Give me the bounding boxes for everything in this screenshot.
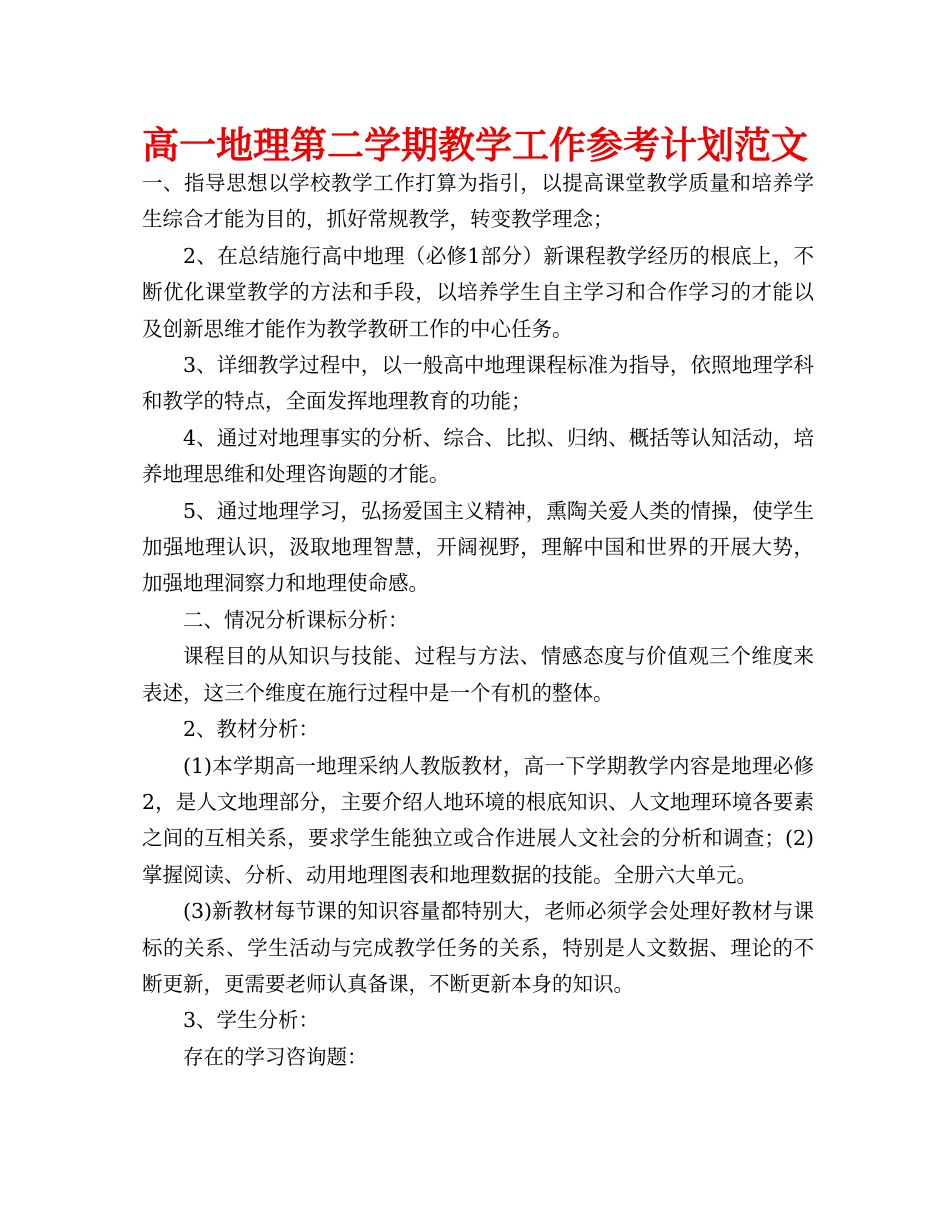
- paragraph: (3)新教材每节课的知识容量都特别大，老师必须学会处理好教材与课标的关系、学生活动与完成教学任务的关系，特别是人文数据、理论的不断更新，更需要老师认真备课，不断更新本身的知识。: [142, 899, 814, 996]
- section-heading: 3、学生分析：: [183, 1008, 320, 1033]
- page-title: 高一地理第二学期教学工作参考计划范文: [142, 124, 808, 167]
- paragraph: 3、详细教学过程中，以一般高中地理课程标准为指导，依照地理学科和教学的特点，全面发挥地理教育的功能；: [142, 353, 814, 414]
- paragraph: 存在的学习咨询题：: [183, 1044, 368, 1069]
- paragraph: (1)本学期高一地理采纳人教版教材，高一下学期教学内容是地理必修2，是人文地理部分，主要介绍人地环境的根底知识、人文地理环境各要素之间的互相关系，要求学生能独立或合作进展人文社会的分析和调查；(2)掌握阅读、分析、动用地理图表和地理数据的技能。全册六大单元。: [142, 753, 814, 887]
- paragraph: 5、通过地理学习，弘扬爱国主义精神，熏陶关爱人类的情操，使学生加强地理认识，汲取地理智慧，开阔视野，理解中国和世界的开展大势，加强地理洞察力和地理使命感。: [142, 498, 814, 596]
- document-body: [142, 165, 814, 1075]
- section-heading: 二、情况分析课标分析：: [183, 607, 409, 632]
- paragraph: 一、指导思想以学校教学工作打算为指引，以提高课堂教学质量和培养学生综合才能为目的，抓好常规教学，转变教学理念；: [142, 171, 814, 232]
- paragraph: 4、通过对地理事实的分析、综合、比拟、归纳、概括等认知活动，培养地理思维和处理咨询题的才能。: [142, 425, 814, 487]
- section-heading: 2、教材分析：: [183, 717, 320, 742]
- paragraph: 课程目的从知识与技能、过程与方法、情感态度与价值观三个维度来表述，这三个维度在施行过程中是一个有机的整体。: [142, 644, 814, 705]
- paragraph: 2、在总结施行高中地理（必修1部分）新课程教学经历的根底上，不断优化课堂教学的方法和手段，以培养学生自主学习和合作学习的才能以及创新思维才能作为教学教研工作的中心任务。: [142, 243, 814, 341]
